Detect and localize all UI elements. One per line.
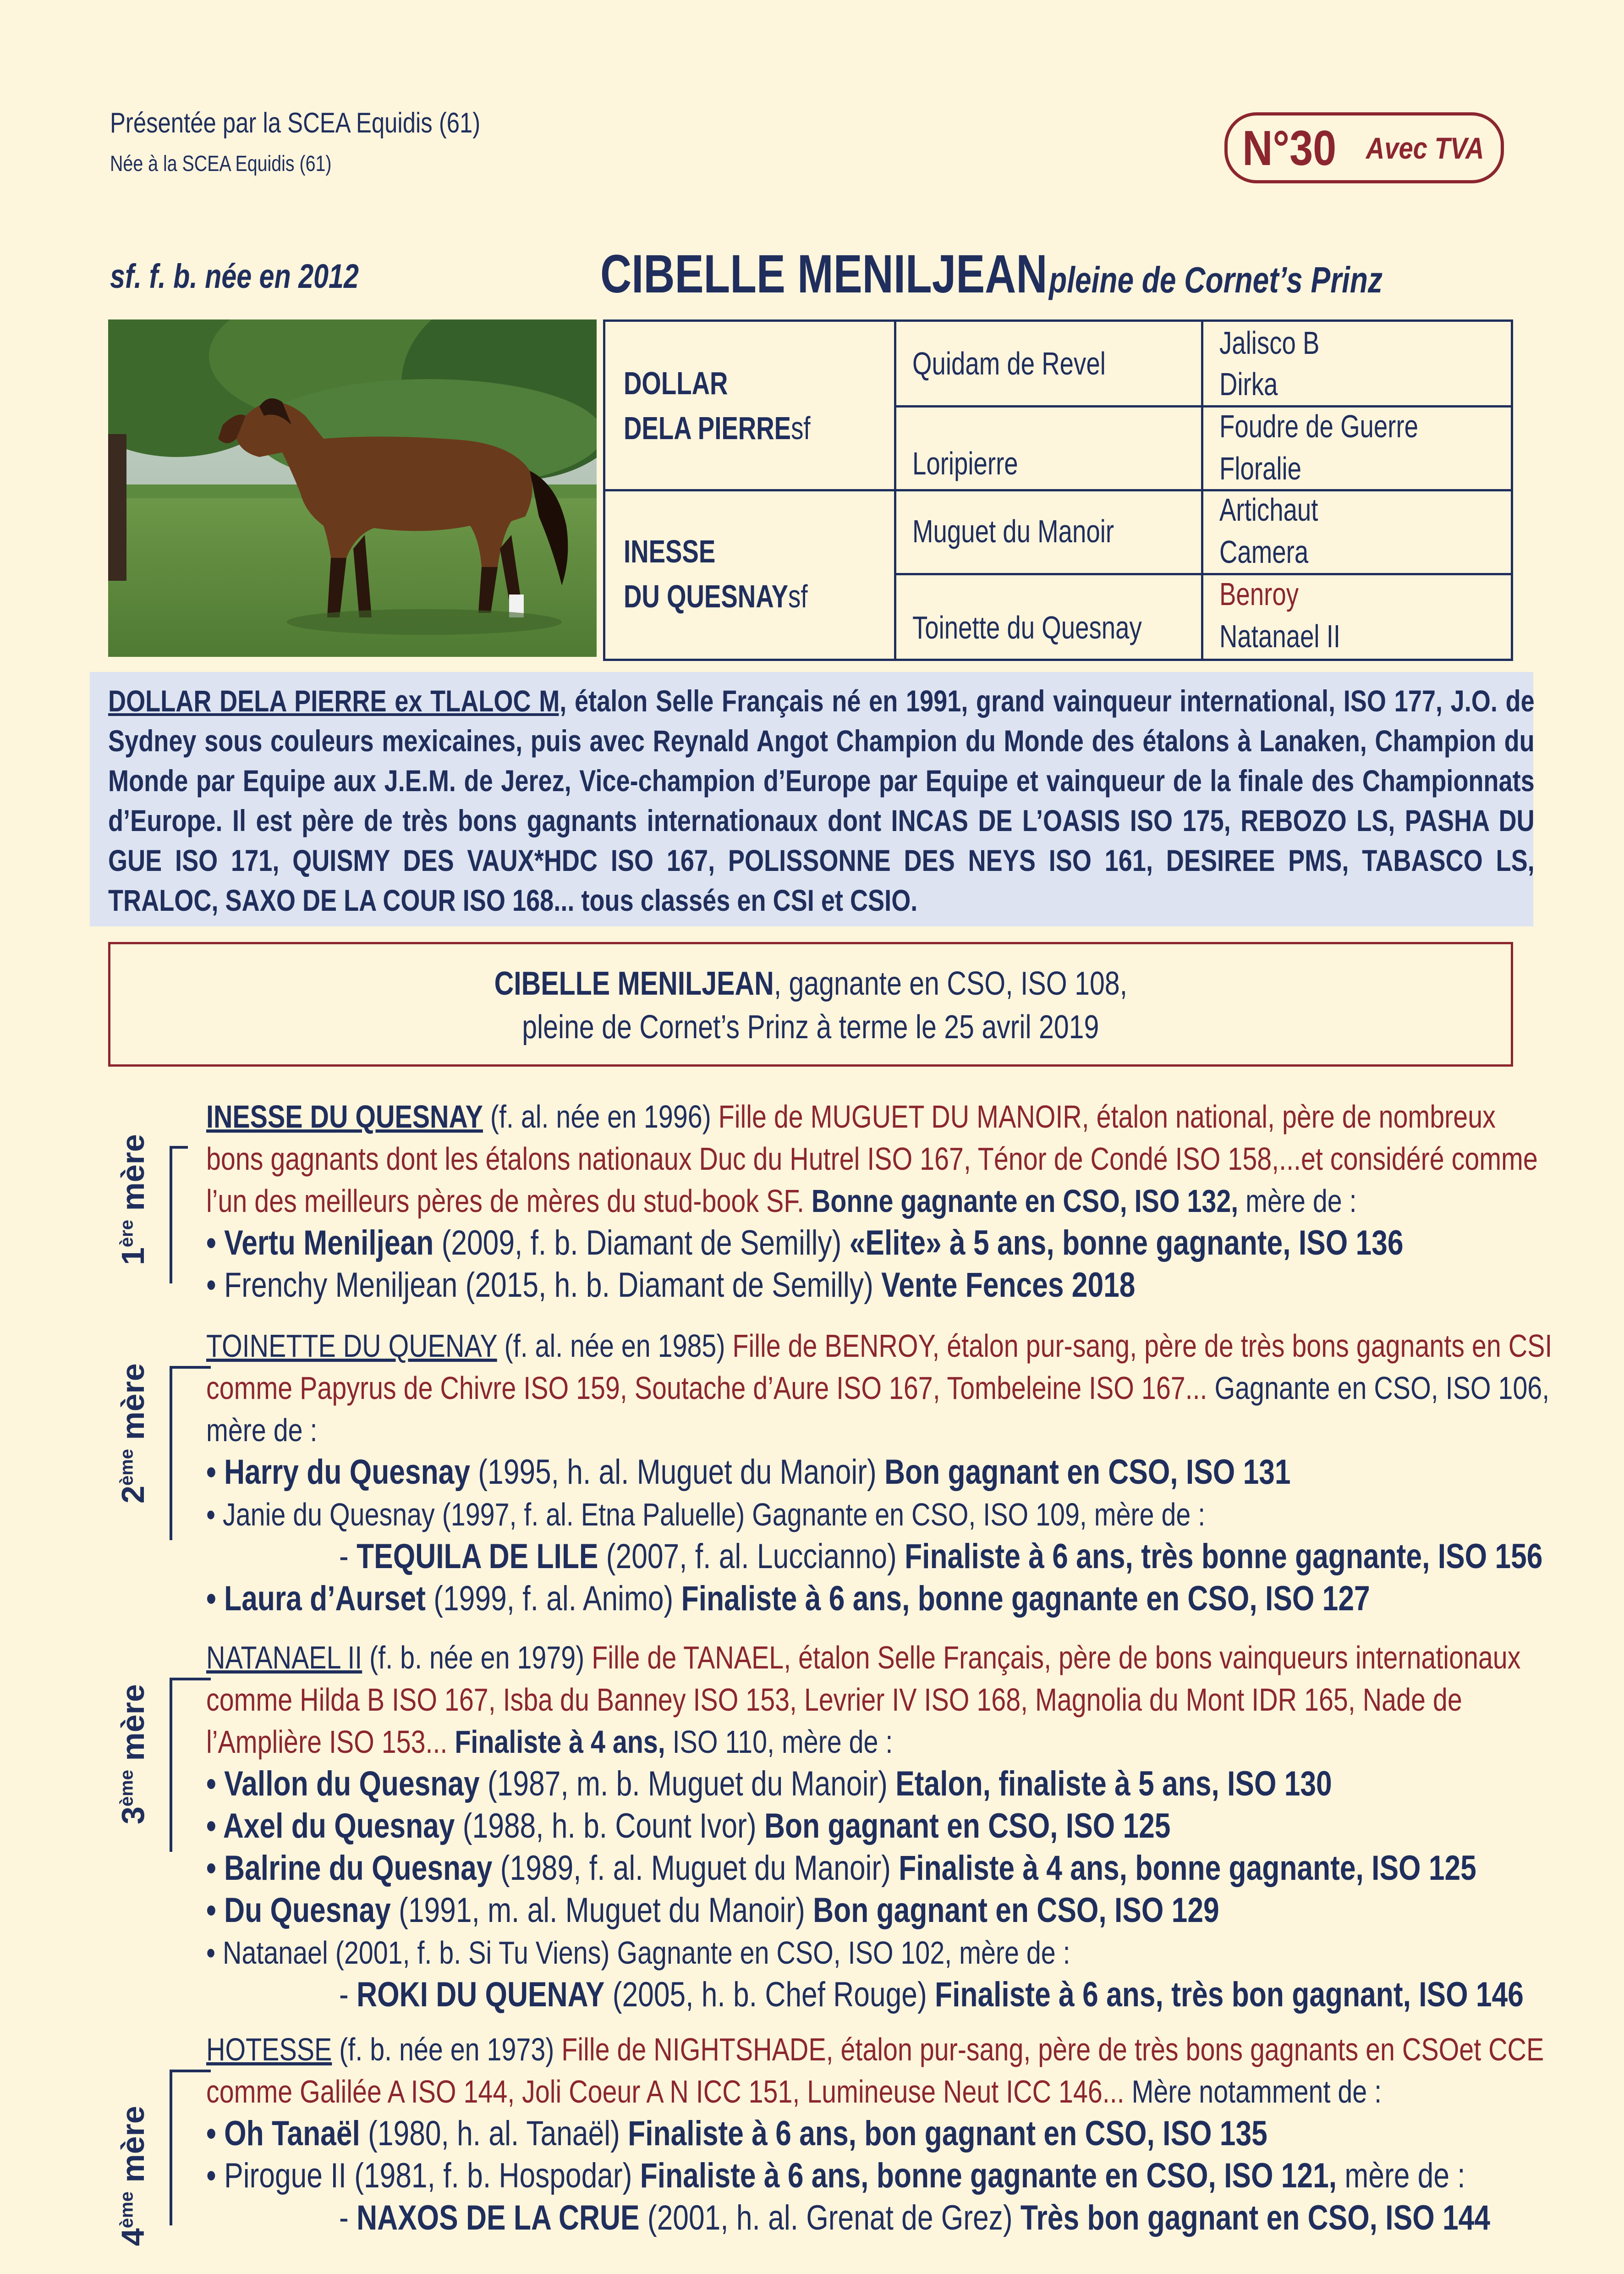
pedigree-dsd: Camera [1219, 534, 1309, 570]
dam4-progeny-2-child: - NAXOS DE LA CRUE (2001, h. al. Grenat de Grez) Très bon gagnant en CSO, ISO 144 [339, 2198, 1490, 2237]
pedigree-sds: Foudre de Guerre [1219, 408, 1419, 444]
dam2-progeny-2: • Janie du Quesnay (1997, f. al. Etna Paluelle) Gagnante en CSO, ISO 109, mère de : [206, 1497, 1206, 1532]
dam3-line-1: NATANAEL II (f. b. née en 1979) Fille de TANAEL, étalon Selle Français, père de bons vainqueurs internationaux [206, 1640, 1521, 1675]
dam2-progeny-3: • Laura d’Aurset (1999, f. al. Animo) Finaliste à 6 ans, bonne gagnante en CSO, ISO 127 [206, 1579, 1370, 1618]
dam-name-1: INESSE [624, 534, 716, 569]
birthplace-text: Née à la SCEA Equidis (61) [110, 152, 332, 176]
lot-summary-line-2: pleine de Cornet’s Prinz à terme le 25 avril 2019 [522, 1009, 1099, 1046]
dam3-progeny-2: • Axel du Quesnay (1988, h. b. Count Ivor) Bon gagnant en CSO, ISO 125 [206, 1806, 1171, 1845]
pedigree-sire-sire: Quidam de Revel [912, 346, 1106, 381]
pedigree-sss: Jalisco B [1219, 325, 1320, 361]
lot-badge [1224, 112, 1504, 183]
dam2-bracket [170, 1366, 172, 1540]
dam1-bracket-top [170, 1146, 188, 1149]
horse-name: CIBELLE MENILJEAN [600, 244, 1048, 304]
dam4-progeny-1: • Oh Tanaël (1980, h. al. Tanaël) Finaliste à 6 ans, bon gagnant en CSO, ISO 135 [206, 2114, 1267, 2153]
dam3-generation-label: 3ème mère [115, 1684, 151, 1824]
dam-breed: sf [788, 578, 808, 614]
pedigree-dds: Benroy [1219, 576, 1299, 612]
pedigree-table [603, 319, 1513, 661]
dam4-bracket-top [170, 2070, 211, 2072]
horse-title [600, 243, 1383, 305]
lot-summary-rest: , gagnante en CSO, ISO 108, [774, 965, 1127, 1002]
horse-subtitle: pleine de Cornet’s Prinz [1049, 259, 1383, 300]
dam3-bracket [170, 1678, 172, 1852]
dam2-line-3: mère de : [206, 1412, 318, 1448]
dam-name-2: DU QUESNAY [624, 578, 789, 614]
pedigree-dam [624, 489, 894, 659]
lot-summary-line-1 [110, 965, 1511, 1002]
lot-number: N°30 [1242, 120, 1336, 176]
dam3-progeny-3: • Balrine du Quesnay (1989, f. al. Muguet du Manoir) Finaliste à 4 ans, bonne gagnante, ISO 125 [206, 1849, 1476, 1888]
sire-breed: sf [791, 410, 811, 446]
horse-sex-line: sf. f. b. née en 2012 [110, 257, 359, 295]
dam1-progeny-1: • Vertu Meniljean (2009, f. b. Diamant de Semilly) «Elite» à 5 ans, bonne gagnante, ISO 136 [206, 1223, 1404, 1262]
pedigree-sire-dam: Loripierre [912, 445, 1018, 481]
dam2-line-1: TOINETTE DU QUENAY (f. al. née en 1985) Fille de BENROY, étalon pur-sang, père de très bons gagnants en CSI [206, 1328, 1553, 1364]
dam3-line-2: comme Hilda B ISO 167, Isba du Banney ISO 153, Levrier IV ISO 168, Magnolia du Mont IDR 165, Nade de [206, 1682, 1462, 1718]
sire-description-lead: DOLLAR DELA PIERRE ex TLALOC M, [108, 684, 567, 718]
presenter-text: Présentée par la SCEA Equidis (61) [110, 107, 481, 139]
lot-summary-name: CIBELLE MENILJEAN [494, 965, 774, 1002]
dam1-progeny-2: • Frenchy Meniljean (2015, h. b. Diamant de Semilly) Vente Fences 2018 [206, 1266, 1136, 1305]
dam1-line-1: INESSE DU QUESNAY (f. al. née en 1996) Fille de MUGUET DU MANOIR, étalon national, père de nombreux [206, 1099, 1496, 1134]
horse-photo-illustration [108, 319, 597, 657]
dam4-progeny-2: • Pirogue II (1981, f. b. Hospodar) Finaliste à 6 ans, bonne gagnante en CSO, ISO 121, mère de : [206, 2156, 1465, 2195]
lot-vat: Avec TVA [1366, 131, 1484, 165]
sire-name-1: DOLLAR [624, 365, 728, 401]
dam1-generation-label: 1ère mère [115, 1134, 151, 1265]
pedigree-ddd: Natanael II [1219, 618, 1341, 654]
dam2-progeny-1: • Harry du Quesnay (1995, h. al. Muguet du Manoir) Bon gagnant en CSO, ISO 131 [206, 1453, 1291, 1492]
dam2-generation-label: 2ème mère [115, 1363, 151, 1503]
dam3-progeny-1: • Vallon du Quesnay (1987, m. b. Muguet du Manoir) Etalon, finaliste à 5 ans, ISO 130 [206, 1764, 1332, 1803]
dam4-line-1: HOTESSE (f. b. née en 1973) Fille de NIGHTSHADE, étalon pur-sang, père de très bons gagnants en CSOet CCE [206, 2032, 1544, 2067]
dam2-bracket-top [170, 1366, 211, 1369]
dam2-progeny-2-child: - TEQUILA DE LILE (2007, f. al. Luccianno) Finaliste à 6 ans, très bonne gagnante, ISO 156 [339, 1537, 1543, 1576]
lot-summary-box [108, 942, 1513, 1067]
sire-description [108, 681, 1535, 920]
sire-description-box [90, 672, 1533, 926]
dam3-line-3: l’Amplière ISO 153... Finaliste à 4 ans, ISO 110, mère de : [206, 1724, 893, 1760]
pedigree-dam-sire: Muguet du Manoir [912, 513, 1114, 549]
pedigree-dss: Artichaut [1219, 491, 1318, 528]
dam4-line-2: comme Galilée A ISO 144, Joli Coeur A N ICC 151, Lumineuse Neut ICC 146... Mère notamment de : [206, 2074, 1382, 2109]
dam1-bracket [170, 1146, 172, 1283]
horse-photo [108, 319, 597, 657]
dam2-line-2: comme Papyrus de Chivre ISO 159, Soutache d’Aure ISO 167, Tombeleine ISO 167... Gagnante en CSO, ISO 106, [206, 1370, 1550, 1406]
sire-description-body: étalon Selle Français né en 1991, grand vainqueur international, ISO 177, J.O. de Sydney sous couleurs mexicaines, puis avec Reynald Angot Champion du Monde des étalons à Lanaken, Champion du Monde par Equipe aux J.E.M. de Jerez, Vice-champion d’Europe par Equipe et vainqueur de la finale des Championnats d’Europe. Il est père de très bons gagnants internationaux dont INCAS DE L’OASIS ISO 175, REBOZO LS, PASHA DU GUE ISO 171, QUISMY DES VAUX*HDC ISO 167, POLISSONNE DES NEYS ISO 161, DESIREE PMS, TABASCO LS, TRALOC, SAXO DE LA COUR ISO 168... tous classés en CSI et CSIO. [108, 684, 1535, 917]
dam1-line-2: bons gagnants dont les étalons nationaux Duc du Hutrel ISO 167, Ténor de Condé ISO 158,...et considéré comme [206, 1141, 1538, 1177]
pedigree-dam-dam: Toinette du Quesnay [912, 609, 1142, 645]
dam3-progeny-5: • Natanael (2001, f. b. Si Tu Viens) Gagnante en CSO, ISO 102, mère de : [206, 1935, 1070, 1971]
dam3-progeny-4: • Du Quesnay (1991, m. al. Muguet du Manoir) Bon gagnant en CSO, ISO 129 [206, 1891, 1219, 1930]
pedigree-sdd: Floralie [1219, 450, 1302, 486]
pedigree-sire [624, 322, 894, 489]
pedigree-ssd: Dirka [1219, 366, 1278, 402]
dam1-line-3: l’un des meilleurs pères de mères du stud-book SF. Bonne gagnante en CSO, ISO 132, mère de : [206, 1183, 1357, 1219]
dam4-generation-label: 4ème mère [115, 2106, 151, 2246]
dam3-bracket-top [170, 1678, 211, 1680]
dam4-bracket [170, 2070, 172, 2225]
sire-name-2: DELA PIERRE [624, 410, 791, 446]
dam3-progeny-5-child: - ROKI DU QUENAY (2005, h. b. Chef Rouge) Finaliste à 6 ans, très bon gagnant, ISO 146 [339, 1975, 1524, 2014]
